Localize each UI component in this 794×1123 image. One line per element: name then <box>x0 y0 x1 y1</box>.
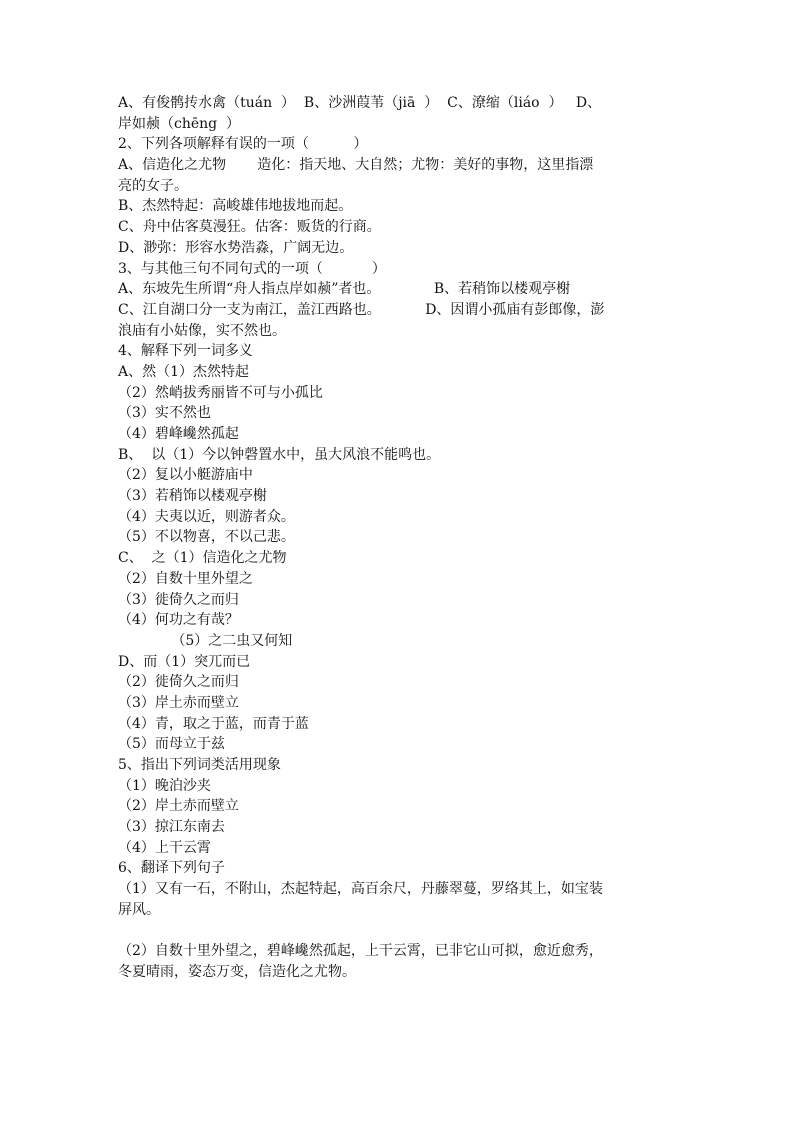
text-line: B、 以（1）今以钟磬置水中，虽大风浪不能鸣也。 <box>118 446 441 463</box>
text-line: D、而（1）突兀而已 <box>118 653 251 670</box>
text-line: 浪庙有小姑像，实不然也。 <box>118 322 286 339</box>
text-line: （2）然峭拔秀丽皆不可与小孤比 <box>118 384 323 401</box>
blank-line <box>118 921 678 942</box>
text-line: D、渺弥：形容水势浩淼，广阔无边。 <box>118 239 354 256</box>
text-line: C、舟中估客莫漫狂。估客：贩货的行商。 <box>118 219 381 236</box>
question-5-heading: 5、指出下列词类活用现象 <box>118 757 281 773</box>
question-4-heading: 4、解释下列一词多义 <box>118 343 253 360</box>
text-line: （2）徙倚久之而归 <box>118 674 239 691</box>
question-3-heading: 3、与其他三句不同句式的一项（ ） <box>118 260 386 277</box>
text-line: A、然（1）杰然特起 <box>118 363 250 380</box>
text-line: C、江自湖口分一支为南江，盖江西路也。 D、因谓小孤庙有彭郎像，澎 <box>118 301 605 318</box>
text-line: （5）而母立于兹 <box>118 736 225 753</box>
text-line: A、有俊鹘抟水禽（tuán ） B、沙洲葭苇（jiā ） C、潦缩（liáo ） D、 <box>118 95 602 111</box>
question-2-heading: 2、下列各项解释有误的一项（ ） <box>118 136 368 153</box>
text-line: A、信造化之尤物 造化：指天地、大自然；尤物：美好的事物，这里指漂 <box>118 157 594 174</box>
text-line: 亮的女子。 <box>118 177 188 194</box>
text-line: （4）青，取之于蓝，而青于蓝 <box>118 715 309 732</box>
text-line: 岸如赪（chēng ） <box>118 115 241 132</box>
text-line: A、东坡先生所谓“舟人指点岸如赪”者也。 B、若稍饰以楼观亭榭 <box>118 281 571 298</box>
text-line: （1）又有一石，不附山，杰起特起，高百余尺，丹藤翠蔓，罗络其上，如宝装 <box>118 881 603 898</box>
text-line: B、杰然特起：高峻雄伟地拔地而起。 <box>118 198 353 215</box>
question-6-heading: 6、翻译下列句子 <box>118 860 225 877</box>
text-line: （3）实不然也 <box>118 405 211 422</box>
text-line: （3）徙倚久之而归 <box>118 591 239 608</box>
text-line: C、 之（1）信造化之尤物 <box>118 550 287 567</box>
text-line: （5）之二虫又何知 <box>118 632 293 649</box>
text-line: 屏风。 <box>118 901 160 918</box>
text-line: （4）夫夷以近，则游者众。 <box>118 508 295 525</box>
text-line: （3）岸土赤而壁立 <box>118 694 239 711</box>
text-line: （4）何功之有哉？ <box>118 612 239 629</box>
text-line: （2）自数十里外望之 <box>118 570 253 587</box>
text-line: （4）碧峰巉然孤起 <box>118 426 239 442</box>
text-line: （3）掠江东南去 <box>118 819 225 836</box>
text-line: （1）晚泊沙夹 <box>118 777 211 794</box>
text-line: （3）若稍饰以楼观亭榭 <box>118 488 267 505</box>
text-line: 冬夏晴雨，姿态万变，信造化之尤物。 <box>118 963 356 980</box>
text-line: （4）上干云霄 <box>118 839 211 856</box>
document-body <box>118 93 678 983</box>
text-line: （2）复以小艇游庙中 <box>118 467 253 484</box>
text-line: （2）岸土赤而壁立 <box>118 798 239 815</box>
text-line: （5）不以物喜，不以己悲。 <box>118 529 295 546</box>
text-line: （2）自数十里外望之，碧峰巉然孤起，上干云霄，已非它山可拟，愈近愈秀， <box>118 943 603 960</box>
